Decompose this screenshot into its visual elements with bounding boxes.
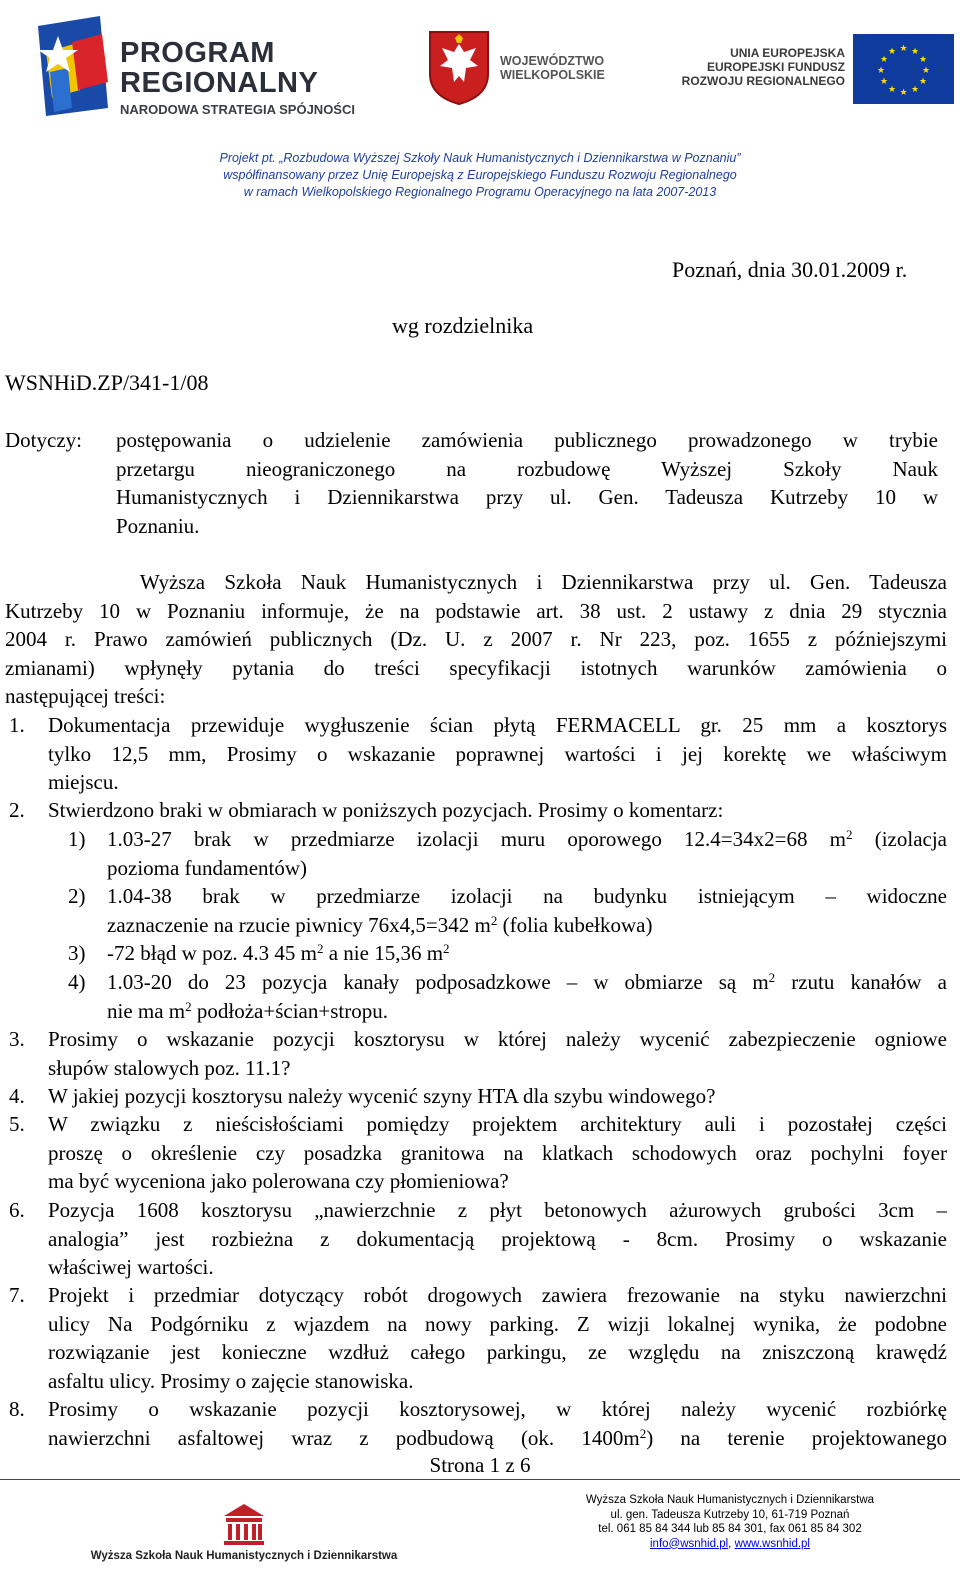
project-info-line: w ramach Wielkopolskiego Regionalnego Programu Operacyjnego na lata 2007-2013 (243, 185, 717, 199)
item-line: Dokumentacja przewiduje wygłuszenie ścian płytą FERMACELL gr. 25 mm a kosztorys (48, 713, 947, 737)
item-line: Stwierdzono braki w obmiarach w poniższych pozycjach. Prosimy o komentarz: (48, 798, 724, 822)
item-number: 7. (9, 1283, 25, 1307)
item-number: 8. (9, 1397, 25, 1421)
item-number: 3. (9, 1027, 25, 1051)
eu-flag-icon (853, 34, 954, 104)
item-line: Prosimy o wskazanie pozycji kosztorysu w której należy wycenić zabezpieczenie ogniowe (48, 1027, 947, 1051)
eu-line1: UNIA EUROPEJSKA (730, 46, 845, 60)
contact-separator: , (728, 1537, 735, 1550)
svg-text:★: ★ (910, 47, 920, 57)
intro-line: następującej treści: (5, 684, 166, 708)
page-number: Strona 1 z 6 (429, 1453, 531, 1477)
program-title-line2: REGIONALNY (120, 67, 319, 99)
subitem-number: 1) (68, 827, 86, 851)
item-line: zaznaczenie na rzucie piwnicy 76x4,5=342 $m^2$ (folia kubełkowa) (107, 912, 653, 937)
program-title-line1: PROGRAM (120, 37, 275, 69)
item-3-text (48, 1025, 947, 1082)
item-line: Pozycja 1608 kosztorysu „nawierzchnie z płyt betonowych ażurowych grubości 3cm – (48, 1198, 947, 1222)
wojewodztwo-line1: WOJEWÓDZTWO (500, 54, 605, 68)
item-line: Prosimy o wskazanie pozycji kosztorysowej, w której należy wycenić rozbiórkę (48, 1397, 947, 1421)
item-number: 2. (9, 798, 25, 822)
subitem-4-text (107, 968, 947, 1025)
wsnhid-logo-text: Wyższa Szkoła Nauk Humanistycznych i Dziennikarstwa (90, 1550, 398, 1562)
item-line: Projekt i przedmiar dotyczący robót drogowych zawiera frezowanie na styku nawierzchni (48, 1283, 947, 1307)
item-7-text (48, 1281, 947, 1395)
item-line: proszę o określenie czy posadzka granitowa na klatkach schodowych oraz pochylni foyer (48, 1140, 947, 1165)
subitem-number: 3) (68, 941, 86, 965)
program-flag-icon (28, 12, 123, 120)
eu-logo (670, 34, 954, 106)
footer-divider (0, 1479, 960, 1480)
project-info-line: współfinansowany przez Unię Europejską z Europejskiego Funduszu Rozwoju Regionalnego (223, 168, 737, 182)
project-info (120, 150, 840, 201)
item-line: ma być wyceniona jako polerowana czy płomieniowa? (48, 1169, 509, 1193)
project-info-line: Projekt pt. „Rozbudowa Wyższej Szkoły Nauk Humanistycznych i Dziennikarstwa w Poznaniu” (219, 151, 741, 165)
item-line: miejscu. (48, 770, 119, 794)
intro-line: Wyższa Szkoła Nauk Humanistycznych i Dziennikarstwa przy ul. Gen. Tadeusza (5, 570, 947, 594)
svg-text:★: ★ (899, 88, 908, 98)
wsnhid-logo (84, 1500, 414, 1572)
item-line: 1.03-27 brak w przedmiarze izolacji muru oporowego 12.4=34x2=68 $m^2$ (izolacja (107, 827, 947, 851)
subitem-2-text (107, 882, 947, 939)
coat-of-arms-icon (428, 30, 490, 106)
item-line: nawierzchni asfaltowej wraz z podbudową (ok. $1400m^2$) na terenie projektowanego (48, 1425, 948, 1450)
program-subtitle: NARODOWA STRATEGIA SPÓJNOŚCI (120, 102, 355, 117)
subject-line: Poznaniu. (116, 513, 200, 538)
footer-contact (520, 1493, 940, 1551)
item-number: 1. (9, 713, 25, 737)
item-line: W związku z nieścisłościami pomiędzy projektem architektury auli i pozostałej części (48, 1112, 947, 1136)
subitem-number: 4) (68, 970, 86, 994)
subject-line: postępowania o udzielenie zamówienia publicznego prowadzonego w trybie (116, 428, 938, 452)
contact-address: ul. gen. Tadeusza Kutrzeby 10, 61-719 Poznań (610, 1508, 850, 1521)
item-6-text (48, 1196, 947, 1282)
subject-line: przetargu nieograniczonego na rozbudowę Wyższej Szkoły Nauk (116, 456, 938, 481)
eu-line3: ROZWOJU REGIONALNEGO (681, 74, 845, 88)
contact-links (520, 1537, 940, 1552)
intro-line: Kutrzeby 10 w Poznaniu informuje, że na podstawie art. 38 ust. 2 ustawy z dnia 29 stycznia (5, 598, 947, 623)
eu-line2: EUROPEJSKI FUNDUSZ (706, 60, 845, 74)
item-1-text (48, 711, 947, 797)
item-line: właściwej wartości. (48, 1255, 214, 1279)
item-line: analogia” jest rozbieżna z dokumentacją projektową - 8cm. Prosimy o wskazanie (48, 1226, 947, 1251)
svg-text:★: ★ (921, 66, 931, 76)
svg-text:★: ★ (887, 85, 897, 95)
item-line: asfaltu ulicy. Prosimy o zajęcie stanowiska. (48, 1368, 414, 1393)
program-regionalny-logo (28, 12, 368, 124)
intro-line: 2004 r. Prawo zamówień publicznych (Dz. U. z 2007 r. Nr 223, poz. 1655 z późniejszymi (5, 627, 947, 651)
item-line: słupów stalowych poz. 11.1? (48, 1055, 291, 1080)
wojewodztwo-line2: WIELKOPOLSKIE (500, 68, 605, 82)
intro-paragraph (5, 568, 947, 711)
item-line: W jakiej pozycji kosztorysu należy wycenić szyny HTA dla szybu windowego? (48, 1084, 716, 1108)
item-line: tylko 12,5 mm, Prosimy o wskazanie poprawnej wartości i jej korektę we właściwym (48, 741, 947, 766)
svg-text:★: ★ (899, 44, 908, 54)
svg-text:★: ★ (879, 77, 889, 87)
subitem-1-text (107, 825, 947, 882)
contact-name: Wyższa Szkoła Nauk Humanistycznych i Dziennikarstwa (585, 1494, 875, 1506)
letter-date: Poznań, dnia 30.01.2009 r. (672, 257, 908, 282)
item-2-text (48, 796, 947, 825)
item-line: 1.03-20 do 23 pozycja kanały podposadzkowe – w obmiarze są $m^2$ rzutu kanałów a (107, 970, 947, 994)
svg-text:★: ★ (887, 47, 897, 57)
subject-body (116, 426, 938, 540)
svg-text:★: ★ (879, 55, 889, 65)
item-line: ulicy Na Podgórniku z wjazdem na nowy parking. Z wizji lokalnej wynika, że podobne (48, 1311, 947, 1336)
email-link[interactable]: info@wsnhid.pl (650, 1537, 729, 1550)
item-line: nie ma $m^2$ podłoża+ścian+stropu. (107, 998, 388, 1023)
reference-number: WSNHiD.ZP/341-1/08 (5, 370, 209, 395)
item-line: 1.04-38 brak w przedmiarze izolacji na budynku istniejącym – widoczne (107, 884, 947, 908)
svg-text:★: ★ (876, 66, 886, 76)
contact-phone: tel. 061 85 84 344 lub 85 84 301, fax 061 85 84 302 (598, 1523, 862, 1535)
svg-text:★: ★ (918, 55, 928, 65)
item-line: -72 błąd w poz. 4.3 45 $m^2$ a nie 15,36 $m^2$ (107, 941, 450, 965)
subject-label: Dotyczy: (5, 428, 82, 452)
website-link[interactable]: www.wsnhid.pl (734, 1537, 810, 1550)
letter-recipient: wg rozdzielnika (392, 313, 534, 338)
item-number: 6. (9, 1198, 25, 1222)
intro-line: zmianami) wpłynęły pytania do treści specyfikacji istotnych warunków zamówienia o (5, 655, 947, 680)
item-line: pozioma fundamentów) (107, 855, 308, 880)
wojewodztwo-logo (428, 30, 633, 108)
item-number: 5. (9, 1112, 25, 1136)
item-number: 4. (9, 1084, 25, 1108)
svg-text:★: ★ (910, 85, 920, 95)
svg-text:★: ★ (918, 77, 928, 87)
item-line: rozwiązanie jest konieczne wzdłuż całego parkingu, ze względu na zniszczoną krawędź (48, 1340, 947, 1364)
item-4-text (48, 1082, 947, 1111)
item-8-text (48, 1395, 947, 1452)
subject-line: Humanistycznych i Dziennikarstwa przy ul. Gen. Tadeusza Kutrzeby 10 w (116, 485, 938, 509)
subitem-number: 2) (68, 884, 86, 908)
building-icon (220, 1502, 268, 1546)
subitem-3-text (107, 939, 947, 968)
item-5-text (48, 1110, 947, 1196)
